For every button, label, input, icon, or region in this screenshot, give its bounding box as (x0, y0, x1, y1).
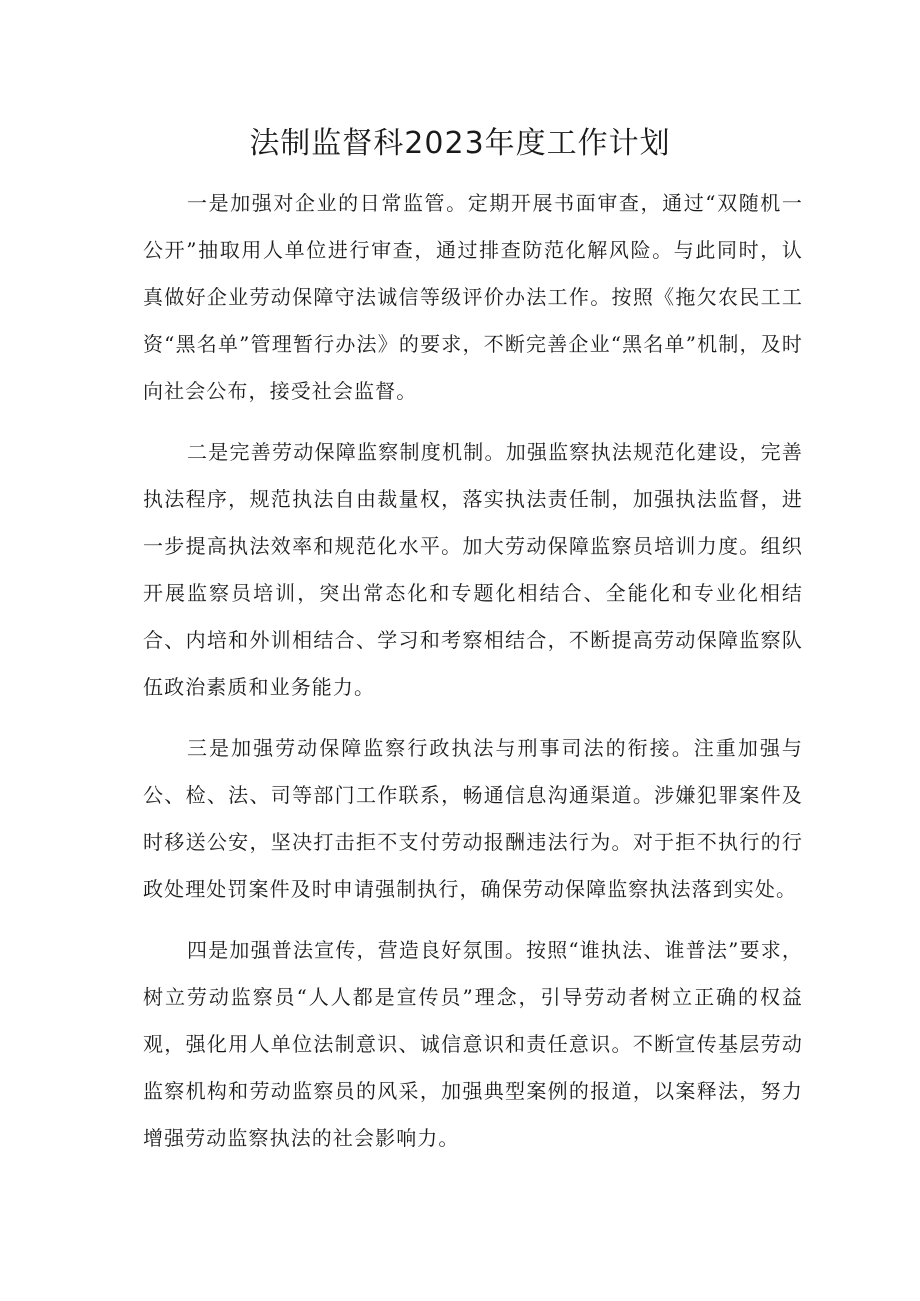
paragraph-judicial-linkage: 三是加强劳动保障监察行政执法与刑事司法的衔接。注重加强与公、检、法、司等部门工作联系，畅通信息沟通渠道。涉嫌犯罪案件及时移送公安，坚决打击拒不支付劳动报酬违法行为。对于拒不执行的行政处理处罚案件及时申请强制执行，确保劳动保障监察执法落到实处。 (143, 736, 803, 901)
paragraph-supervision: 一是加强对企业的日常监管。定期开展书面审查，通过“双随机一公开”抽取用人单位进行审查，通过排查防范化解风险。与此同时，认真做好企业劳动保障守法诚信等级评价办法工作。按照《拖欠农民工工资“黑名单”管理暂行办法》的要求，不断完善企业“黑名单”机制，及时向社会公布，接受社会监督。 (143, 191, 803, 403)
document-title: 法制监督科2023年度工作计划 (249, 126, 671, 161)
paragraph-mechanism: 二是完善劳动保障监察制度机制。加强监察执法规范化建设，完善执法程序，规范执法自由裁量权，落实执法责任制，加强执法监督，进一步提高执法效率和规范化水平。加大劳动保障监察员培训力度。组织开展监察员培训，突出常态化和专题化相结合、全能化和专业化相结合、内培和外训相结合、学习和考察相结合，不断提高劳动保障监察队伍政治素质和业务能力。 (143, 440, 803, 699)
paragraph-publicity: 四是加强普法宣传，营造良好氛围。按照“谁执法、谁普法”要求，树立劳动监察员“人人都是宣传员”理念，引导劳动者树立正确的权益观，强化用人单位法制意识、诚信意识和责任意识。不断宣传基层劳动监察机构和劳动监察员的风采，加强典型案例的报道，以案释法，努力增强劳动监察执法的社会影响力。 (143, 938, 803, 1150)
document-body (143, 180, 803, 1176)
